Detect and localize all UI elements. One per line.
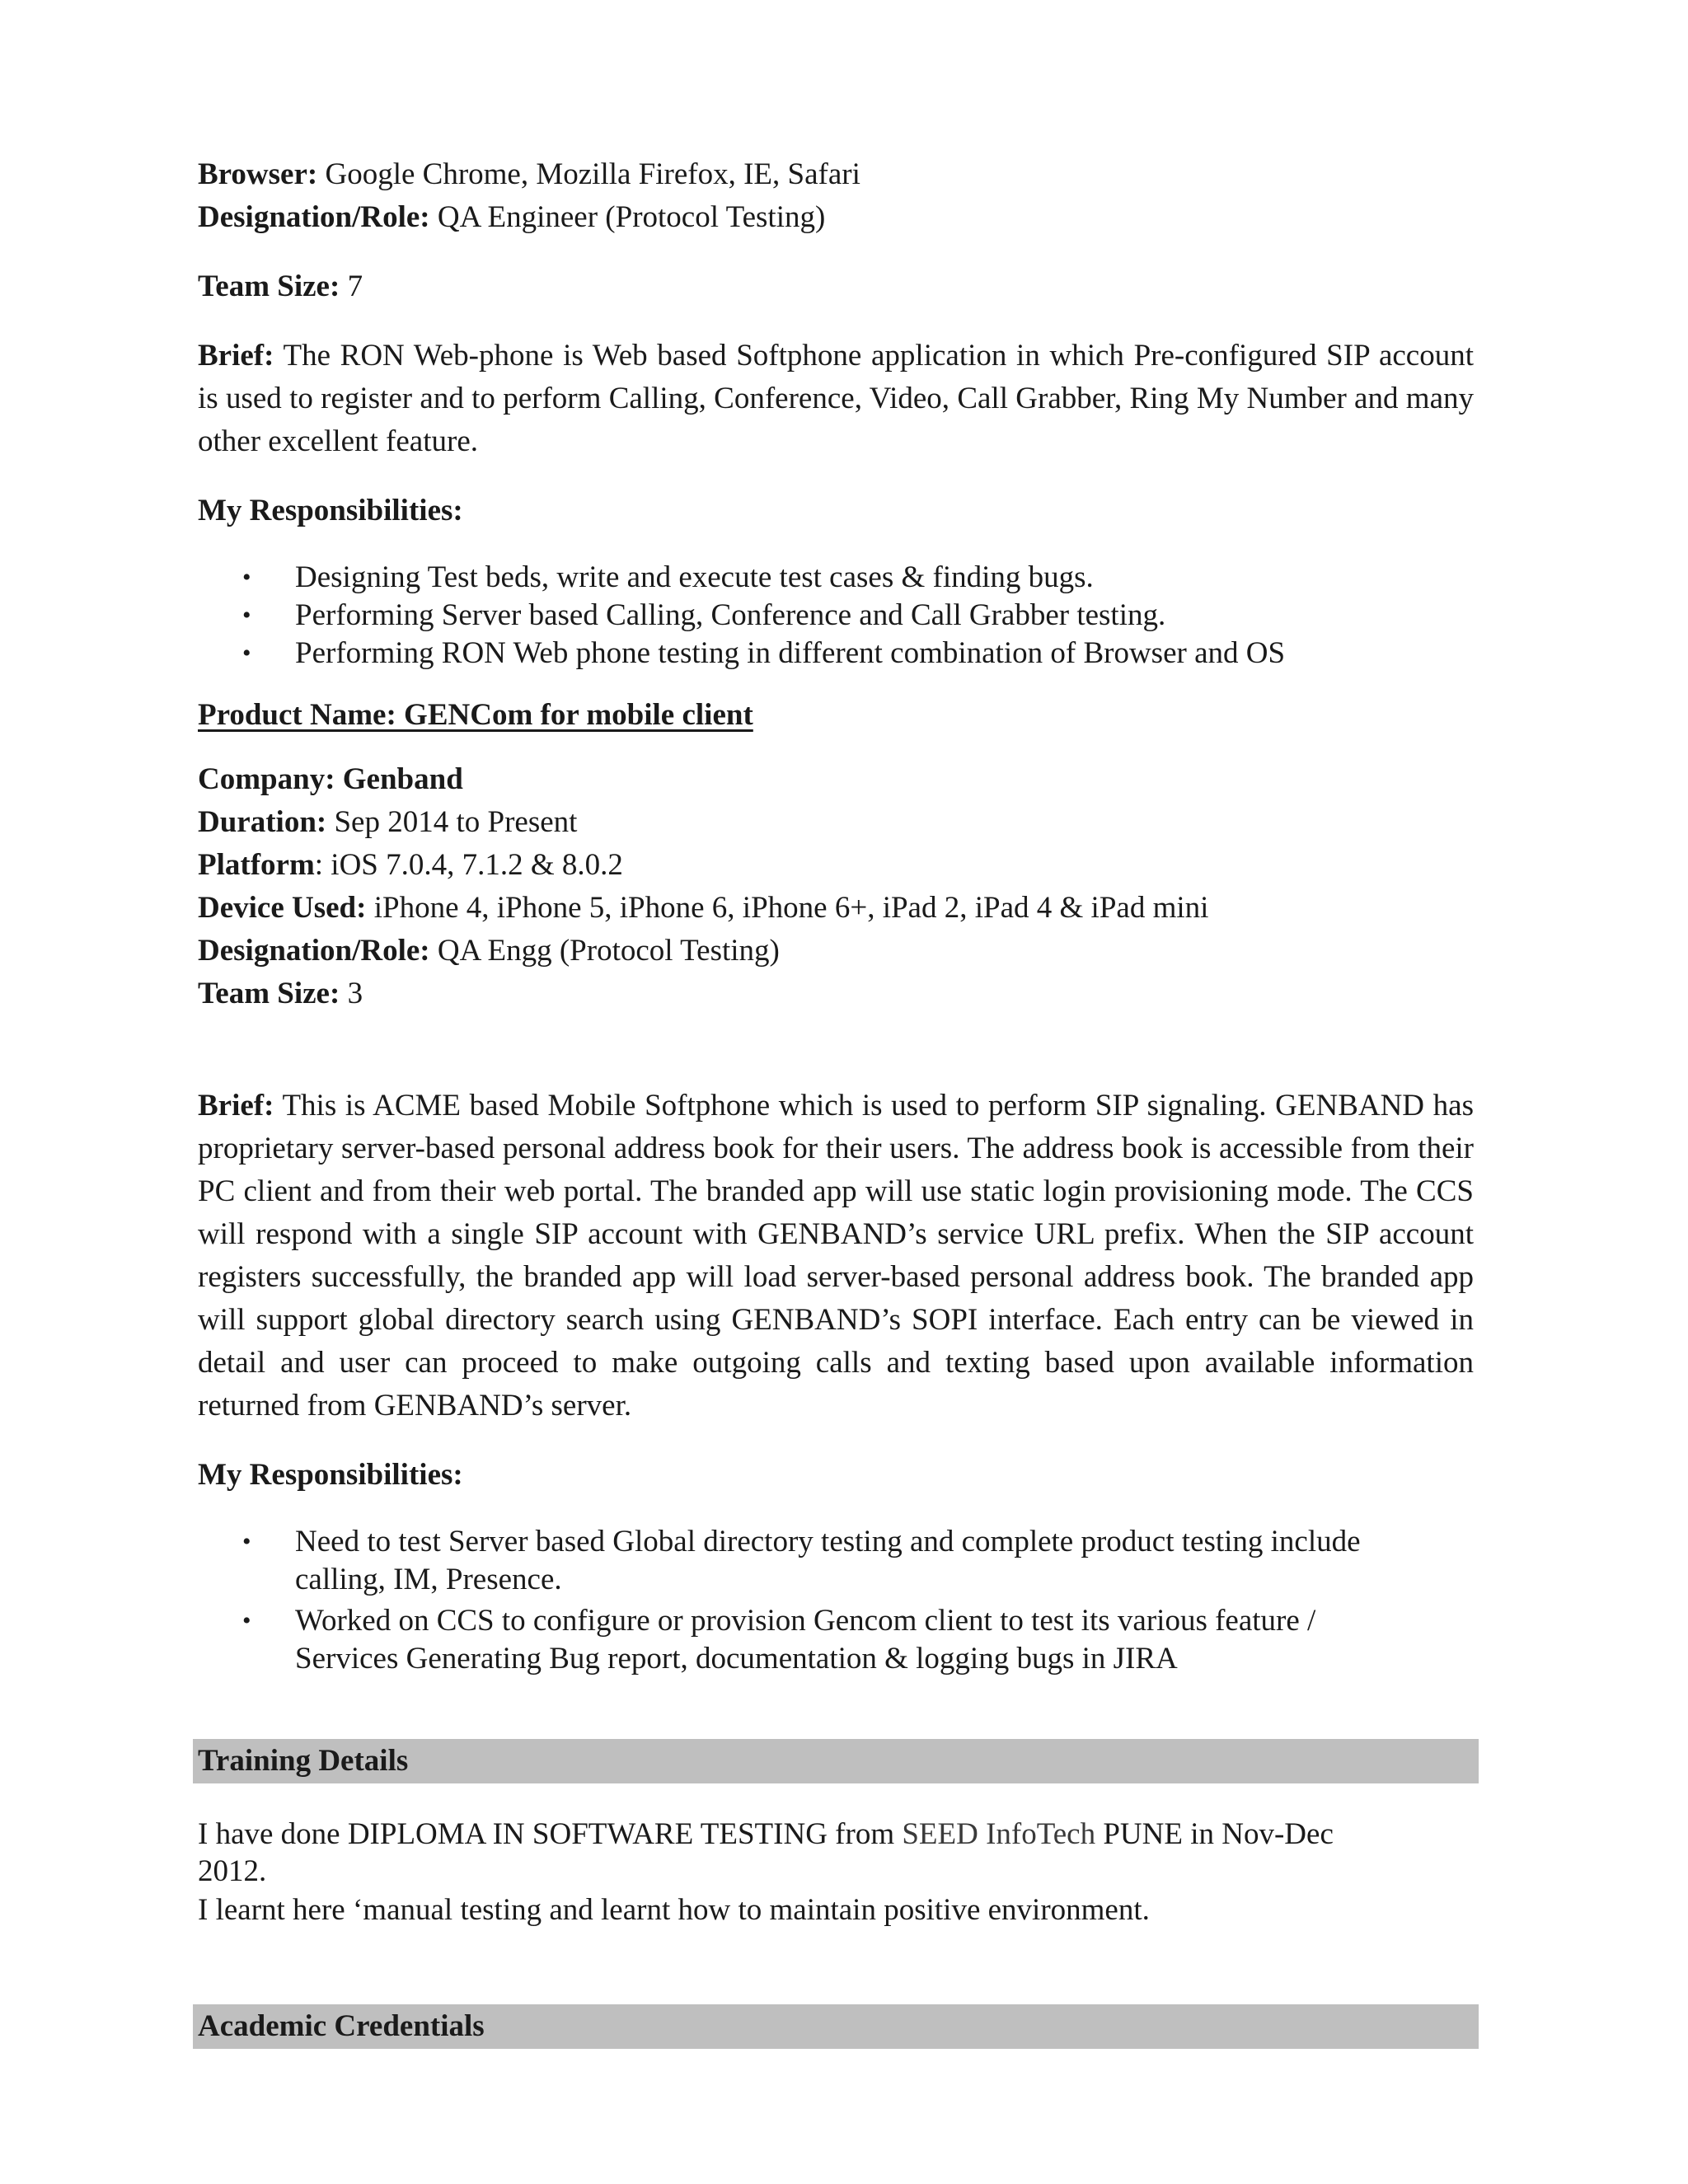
training-line-2: 2012. xyxy=(198,1854,267,1888)
platform-line xyxy=(198,844,1474,887)
team-size-value: 7 xyxy=(347,269,363,303)
device-value: iPhone 4, iPhone 5, iPhone 6, iPhone 6+, iPad 2, iPad 4 & iPad mini xyxy=(373,891,1209,925)
brief-text: The RON Web-phone is Web based Softphone application in which Pre-configured SIP account is used to register and to perform Calling, Conference, Video, Call Grabber, Ring My Number and many other excellent feature. xyxy=(198,339,1474,458)
bullet-icon: • xyxy=(242,640,251,667)
role-line xyxy=(198,196,1474,239)
academic-heading: Academic Credentials xyxy=(193,2004,1479,2049)
role-label-2: Designation/Role: xyxy=(198,934,430,968)
brief-paragraph-2 xyxy=(198,1085,1474,1427)
browser-value: Google Chrome, Mozilla Firefox, IE, Safari xyxy=(325,157,860,191)
browser-line xyxy=(198,153,1474,196)
responsibilities-list xyxy=(198,559,1474,673)
duration-line xyxy=(198,801,1474,844)
brief-text-2: This is ACME based Mobile Softphone which is used to perform SIP signaling. GENBAND has proprietary server-based personal address book for their users. The address book is accessible from their PC client and from their web portal. The branded app will use static login provisioning mode. The CCS will respond with a single SIP account with GENBAND’s service URL prefix. When the SIP account registers successfully, the branded app will load server-based personal address book. The branded app will support global directory search using GENBAND’s SOPI interface. Each entry can be viewed in detail and user can proceed to make outgoing calls and texting based upon available information returned from GENBAND’s server. xyxy=(198,1089,1474,1422)
team-size-label-2: Team Size: xyxy=(198,977,340,1010)
training-heading: Training Details xyxy=(193,1739,1479,1783)
company-label: Company: xyxy=(198,762,335,796)
platform-value: : iOS 7.0.4, 7.1.2 & 8.0.2 xyxy=(314,848,623,882)
list-item: • Worked on CCS to configure or provision Gencom client to test its various feature / Services Generating Bug report, documentation & logging bugs in JIRA xyxy=(242,1604,1316,1675)
brief-label-2: Brief: xyxy=(198,1089,274,1122)
page-content xyxy=(198,153,1474,2049)
company-value: Genband xyxy=(342,762,463,796)
responsibilities-heading: My Responsibilities: xyxy=(198,494,463,527)
platform-label: Platform xyxy=(198,848,315,882)
list-item: • Performing RON Web phone testing in different combination of Browser and OS xyxy=(198,635,1474,673)
bullet-icon: • xyxy=(242,602,251,629)
bullet-icon: • xyxy=(242,1528,251,1555)
device-line xyxy=(198,887,1474,930)
role-label: Designation/Role: xyxy=(198,200,430,234)
training-line-1: I have done DIPLOMA IN SOFTWARE TESTING from SEED InfoTech PUNE in Nov-Dec xyxy=(198,1817,1334,1851)
browser-label: Browser: xyxy=(198,157,318,191)
team-size-line xyxy=(198,265,1474,308)
role-value-2: QA Engg (Protocol Testing) xyxy=(437,934,780,968)
bullet-icon: • xyxy=(242,564,251,591)
responsibilities-list-2 xyxy=(198,1523,1474,1678)
duration-value: Sep 2014 to Present xyxy=(334,805,578,839)
product-title: Product Name: GENCom for mobile client xyxy=(198,698,753,732)
bullet-icon: • xyxy=(242,1607,251,1634)
team-size-value-2: 3 xyxy=(347,977,363,1010)
training-line-3: I learnt here ‘manual testing and learnt how to maintain positive environment. xyxy=(198,1893,1150,1927)
device-label: Device Used: xyxy=(198,891,367,925)
team-size-label: Team Size: xyxy=(198,269,340,303)
duration-label: Duration: xyxy=(198,805,327,839)
brief-label: Brief: xyxy=(198,339,274,373)
brief-paragraph xyxy=(198,335,1474,463)
role-value: QA Engineer (Protocol Testing) xyxy=(437,200,826,234)
company-line xyxy=(198,758,1474,801)
role-line-2 xyxy=(198,930,1474,972)
team-size-line-2 xyxy=(198,972,1474,1015)
list-item: • Need to test Server based Global directory testing and complete product testing include calling, IM, Presence. xyxy=(242,1525,1361,1596)
responsibilities-heading-2: My Responsibilities: xyxy=(198,1458,463,1492)
list-item: • Designing Test beds, write and execute test cases & finding bugs. xyxy=(198,559,1474,597)
list-item: • Performing Server based Calling, Conference and Call Grabber testing. xyxy=(198,597,1474,635)
institute-name: SEED InfoTech xyxy=(902,1817,1096,1851)
